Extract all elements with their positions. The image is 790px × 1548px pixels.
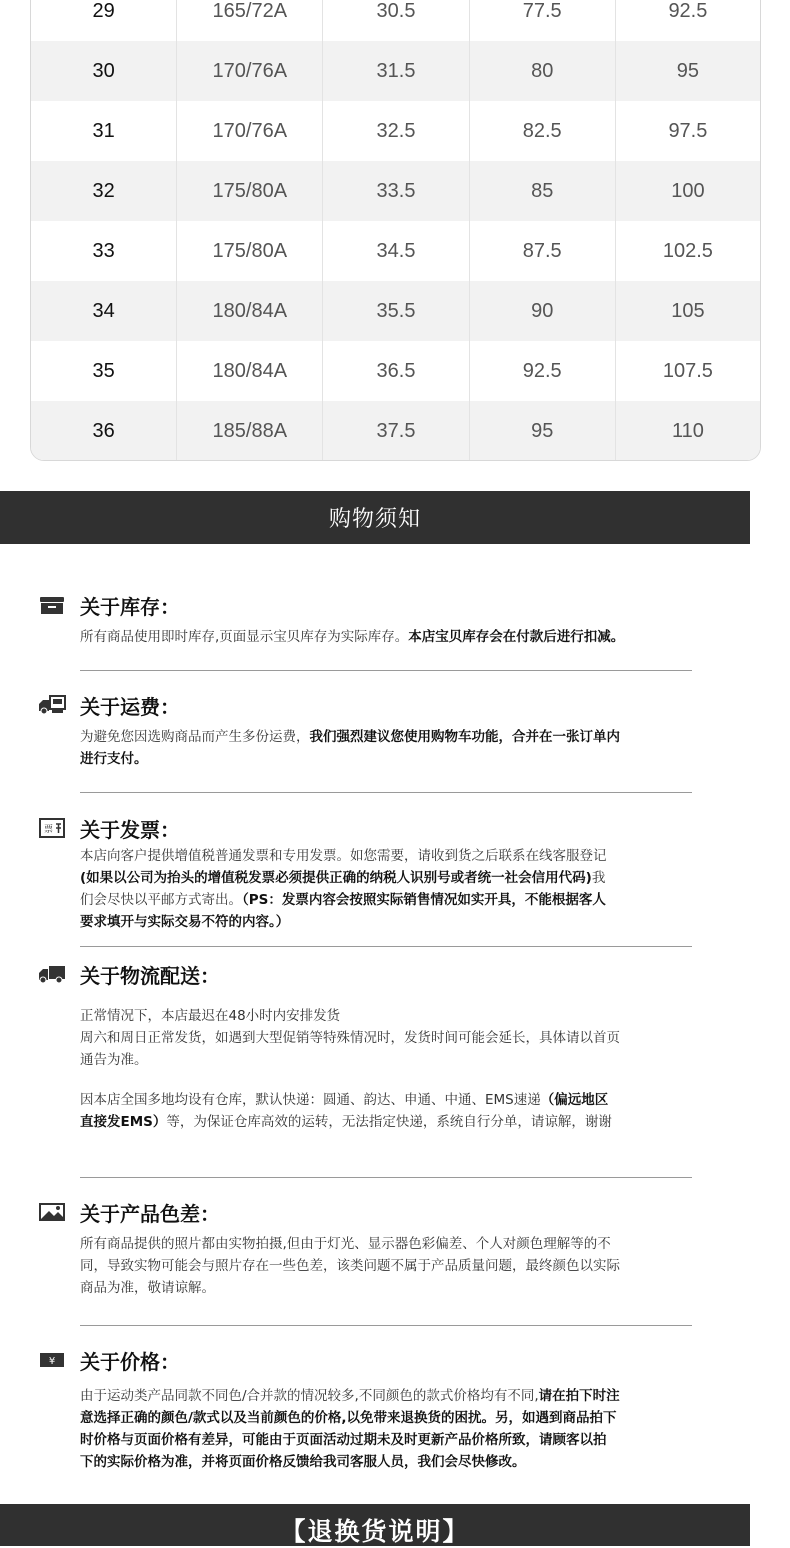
section-text-bold: (如果以公司为抬头的增值税发票必须提供正确的纳税人识别号或者统一社会信用代码): [80, 870, 592, 886]
table-cell: 85: [470, 161, 616, 221]
table-cell: 34: [31, 281, 177, 341]
section-text: 等，为保证仓库高效的运转，无法指定快递，系统自行分单，请谅解，谢谢: [166, 1114, 612, 1130]
section-text-bold: 直接发EMS）: [80, 1114, 167, 1130]
table-cell: 77.5: [470, 0, 616, 41]
table-cell: 92.5: [470, 341, 616, 401]
table-cell: 31.5: [323, 41, 469, 101]
section-stock: [38, 590, 698, 648]
table-cell: 87.5: [470, 221, 616, 281]
table-row: [31, 41, 760, 101]
table-cell: 33.5: [323, 161, 469, 221]
banner-title: 购物须知: [328, 507, 421, 532]
table-cell: 165/72A: [177, 0, 323, 41]
shopping-notice-banner: [0, 491, 750, 544]
section-text-bold: 要求填开与实际交易不符的内容。）: [80, 914, 290, 930]
section-title: 关于物流配送：: [80, 963, 220, 988]
table-cell: 30.5: [323, 0, 469, 41]
section-text: 正常情况下，本店最迟在48小时内安排发货: [80, 1008, 341, 1024]
table-cell: 32.5: [323, 101, 469, 161]
yen-symbol: ¥: [48, 1356, 56, 1367]
section-title: 关于发票：: [80, 817, 180, 842]
section-logistics: [38, 959, 698, 1133]
table-cell: 102.5: [662, 239, 713, 262]
table-cell: 110: [671, 419, 704, 442]
table-cell: 180/84A: [177, 281, 323, 341]
section-text: 商品为准，敬请谅解。: [80, 1280, 215, 1296]
section-text-bold: 时价格与页面价格有差异，可能由于页面活动过期未及时更新产品价格所致，请顾客以拍: [80, 1432, 607, 1448]
table-row: [31, 161, 760, 221]
table-cell: 175/80A: [177, 161, 323, 221]
section-text-bold: 另，如遇到商品拍下: [495, 1410, 617, 1426]
table-row: [31, 401, 760, 461]
table-cell: 95: [470, 401, 616, 461]
table-cell: 185/88A: [177, 401, 323, 461]
section-text: 我: [591, 870, 606, 886]
shipping-truck-icon: [38, 963, 66, 985]
table-cell: 107.5: [662, 359, 713, 382]
section-title: 关于运费：: [80, 694, 180, 719]
divider: [80, 946, 692, 947]
section-text: 本店向客户提供增值税普通发票和专用发票。如您需要，请收到货之后联系在线客服登记: [80, 848, 607, 864]
section-text: 们会尽快以平邮方式寄出。: [80, 892, 242, 908]
section-price: [38, 1345, 698, 1473]
section-invoice: [38, 813, 698, 933]
divider: [80, 1325, 692, 1326]
table-cell: 82.5: [470, 101, 616, 161]
invoice-icon: [38, 817, 66, 839]
section-shipping-fee: [38, 690, 698, 770]
section-text-bold: 我们强烈建议您使用购物车功能，合并在一张订单内: [309, 729, 620, 745]
table-cell: 95: [676, 59, 700, 82]
table-cell: 36: [31, 401, 177, 461]
section-title: 关于价格：: [80, 1349, 180, 1374]
table-cell: 31: [31, 101, 177, 161]
table-cell: 36.5: [323, 341, 469, 401]
section-text-bold: 本店宝贝库存会在付款后进行扣减。: [408, 629, 625, 645]
divider: [80, 792, 692, 793]
section-color-difference: [38, 1197, 698, 1299]
section-text: 同，导致实物可能会与照片存在一些色差，该类问题不属于产品质量问题，最终颜色以实际: [80, 1258, 620, 1274]
return-banner-title: 【退换货说明】: [280, 1517, 470, 1546]
svg-text:票: 票: [44, 825, 54, 835]
table-cell: 29: [31, 0, 177, 41]
delivery-truck-icon: [38, 694, 66, 716]
table-cell: 30: [31, 41, 177, 101]
table-cell: 175/80A: [177, 221, 323, 281]
divider: [80, 1177, 692, 1178]
table-cell: 33: [31, 221, 177, 281]
table-cell: 170/76A: [177, 41, 323, 101]
table-cell: 170/76A: [177, 101, 323, 161]
table-cell: 90: [470, 281, 616, 341]
table-row: [31, 281, 760, 341]
table-cell: 32: [31, 161, 177, 221]
table-cell: 34.5: [323, 221, 469, 281]
section-text: 所有商品提供的照片都由实物拍摄,但由于灯光、显示器色彩偏差、个人对颜色理解等的不: [80, 1236, 611, 1252]
table-cell: 100: [671, 179, 705, 202]
table-cell: 35.5: [323, 281, 469, 341]
table-cell: 180/84A: [177, 341, 323, 401]
stock-icon: [38, 594, 66, 616]
section-text: 因本店全国多地均设有仓库，默认快递：圆通、韵达、申通、中通、EMS速递: [80, 1092, 541, 1108]
table-cell: 105: [671, 299, 705, 322]
divider: [80, 670, 692, 671]
section-title: 关于产品色差：: [80, 1201, 220, 1226]
section-text-bold: 意选择正确的颜色/款式以及当前颜色的价格,以免带来退换货的困扰。: [80, 1410, 496, 1426]
section-text: 由于运动类产品同款不同色/合并款的情况较多,不同颜色的款式价格均有不同,: [80, 1388, 539, 1404]
section-text: 所有商品使用即时库存,页面显示宝贝库存为实际库存。: [80, 629, 409, 645]
table-row: [31, 221, 760, 281]
section-text-bold: 进行支付。: [80, 751, 148, 767]
table-row: [31, 101, 760, 161]
section-text-bold: 请在拍下时注: [538, 1388, 620, 1404]
section-text-bold: 下的实际价格为准，并将页面价格反馈给我司客服人员，我们会尽快修改。: [80, 1454, 526, 1470]
table-cell: 37.5: [323, 401, 469, 461]
table-row: [31, 341, 760, 401]
section-text: 通告为准。: [80, 1052, 148, 1068]
section-text-bold: （偏远地区: [540, 1092, 609, 1108]
size-table: [30, 0, 761, 461]
section-text: 周六和周日正常发货，如遇到大型促销等特殊情况时，发货时间可能会延长，具体请以首页: [80, 1030, 620, 1046]
section-text: 为避免您因选购商品而产生多份运费，: [80, 729, 310, 745]
table-cell: 92.5: [668, 0, 708, 22]
section-text-bold: （PS：发票内容会按照实际销售情况如实开具，不能根据客人: [242, 892, 606, 908]
yen-icon: [38, 1349, 66, 1371]
return-policy-banner: [0, 1504, 750, 1546]
table-cell: 80: [470, 41, 616, 101]
table-cell: 97.5: [668, 119, 708, 142]
image-icon: [38, 1201, 66, 1223]
table-row: [31, 0, 760, 41]
section-title: 关于库存：: [80, 594, 180, 619]
table-cell: 35: [31, 341, 177, 401]
